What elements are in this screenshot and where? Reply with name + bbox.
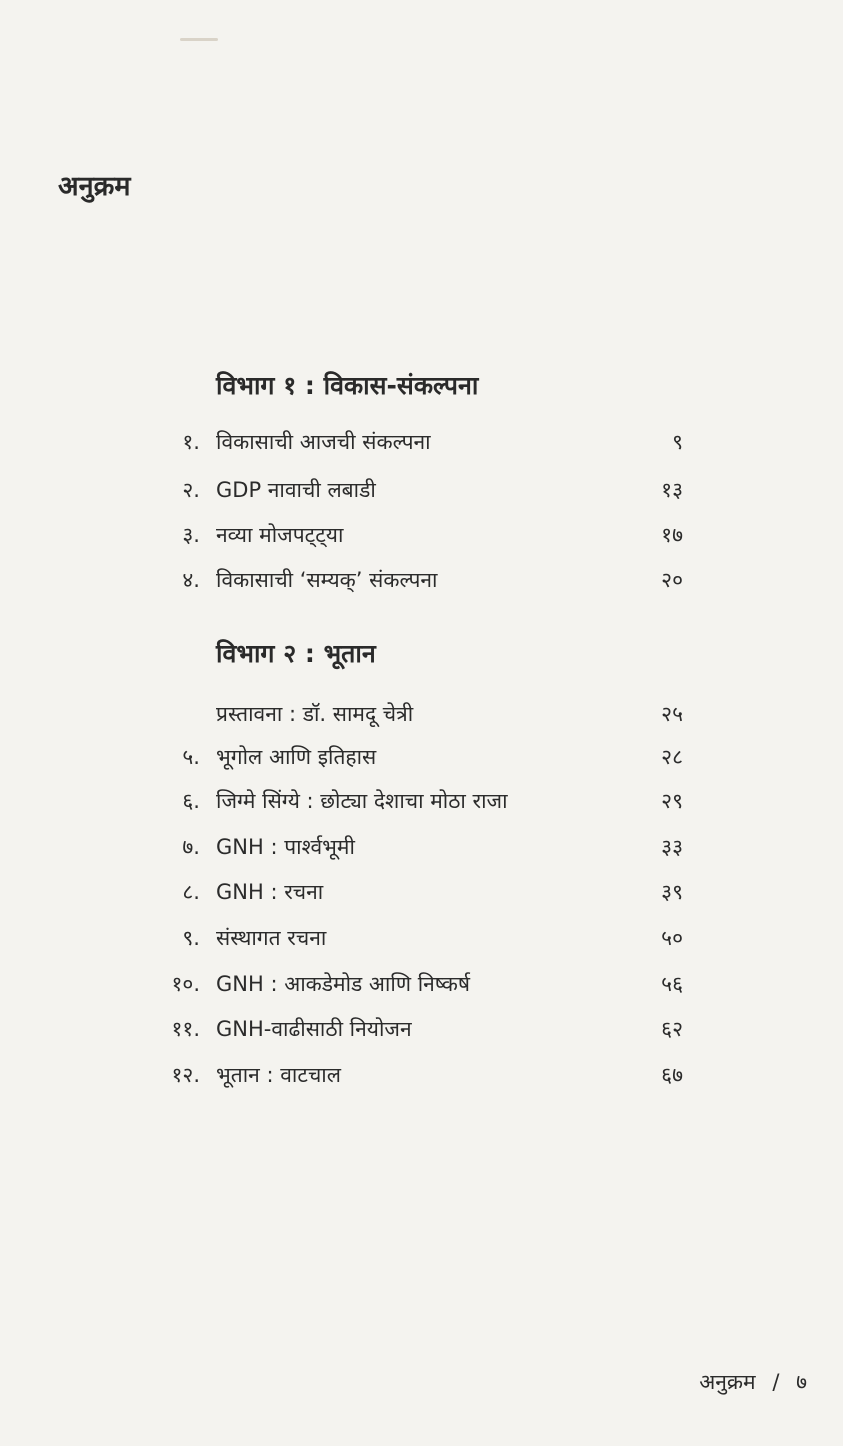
entry-page: १७ [661, 523, 683, 547]
entry-title: GNH-वाढीसाठी नियोजन [216, 1017, 412, 1041]
toc-entry[interactable] [0, 700, 843, 736]
entry-title: GDP नावाची लबाडी [216, 478, 376, 502]
entry-title: संस्थागत रचना [216, 926, 327, 950]
entry-page: १३ [661, 478, 683, 502]
entry-title: जिग्मे सिंग्ये : छोट्या देशाचा मोठा राजा [216, 789, 508, 813]
footer-label: अनुक्रम [699, 1370, 756, 1394]
entry-page: ५० [661, 926, 683, 950]
entry-page: २९ [661, 789, 683, 813]
toc-entry[interactable] [0, 833, 843, 869]
entry-page: ६२ [661, 1017, 683, 1041]
entry-title: नव्या मोजपट्ट्या [216, 523, 344, 547]
entry-page: ३९ [661, 880, 683, 904]
entry-page: २८ [661, 745, 683, 769]
entry-title: GNH : रचना [216, 880, 324, 904]
entry-number: ७. [182, 835, 200, 859]
entry-number: ३. [182, 523, 200, 547]
toc-entry[interactable] [0, 743, 843, 779]
entry-page: ९ [672, 430, 683, 454]
entry-number: १२. [171, 1063, 200, 1087]
entry-number: ११. [171, 1017, 200, 1041]
paper-mark [180, 38, 218, 41]
toc-entry[interactable] [0, 428, 843, 464]
entry-number: १. [182, 430, 200, 454]
entry-number: ४. [182, 568, 200, 592]
entry-number: २. [182, 478, 200, 502]
toc-entry[interactable] [0, 1061, 843, 1097]
page-footer [699, 1368, 807, 1396]
entry-number: १०. [171, 972, 200, 996]
page-heading: अनुक्रम [58, 171, 131, 202]
entry-title: भूतान : वाटचाल [216, 1063, 341, 1087]
toc-entry[interactable] [0, 924, 843, 960]
entry-page: ६७ [661, 1063, 683, 1087]
entry-page: २५ [661, 702, 683, 726]
toc-entry[interactable] [0, 787, 843, 823]
entry-number: ८. [182, 880, 200, 904]
entry-title: भूगोल आणि इतिहास [216, 745, 377, 769]
toc-entry[interactable] [0, 476, 843, 512]
entry-title: GNH : आकडेमोड आणि निष्कर्ष [216, 972, 471, 996]
section-title: विभाग १ : विकास-संकल्पना [216, 371, 479, 400]
entry-number: ५. [182, 745, 200, 769]
section-title: विभाग २ : भूतान [216, 639, 376, 668]
toc-entry[interactable] [0, 521, 843, 557]
entry-page: ५६ [661, 972, 683, 996]
entry-title: प्रस्तावना : डॉ. सामदू चेत्री [216, 702, 414, 726]
toc-entry[interactable] [0, 566, 843, 602]
entry-title: GNH : पार्श्वभूमी [216, 835, 355, 859]
entry-number: ९. [182, 926, 200, 950]
toc-entry[interactable] [0, 878, 843, 914]
entry-title: विकासाची ‘सम्यक्’ संकल्पना [216, 568, 438, 592]
toc-entry[interactable] [0, 970, 843, 1006]
entry-page: २० [661, 568, 683, 592]
toc-entry[interactable] [0, 1015, 843, 1051]
footer-separator: / [772, 1370, 780, 1394]
entry-title: विकासाची आजची संकल्पना [216, 430, 431, 454]
entry-number: ६. [182, 789, 200, 813]
footer-page-number: ७ [796, 1370, 807, 1394]
entry-page: ३३ [661, 835, 683, 859]
